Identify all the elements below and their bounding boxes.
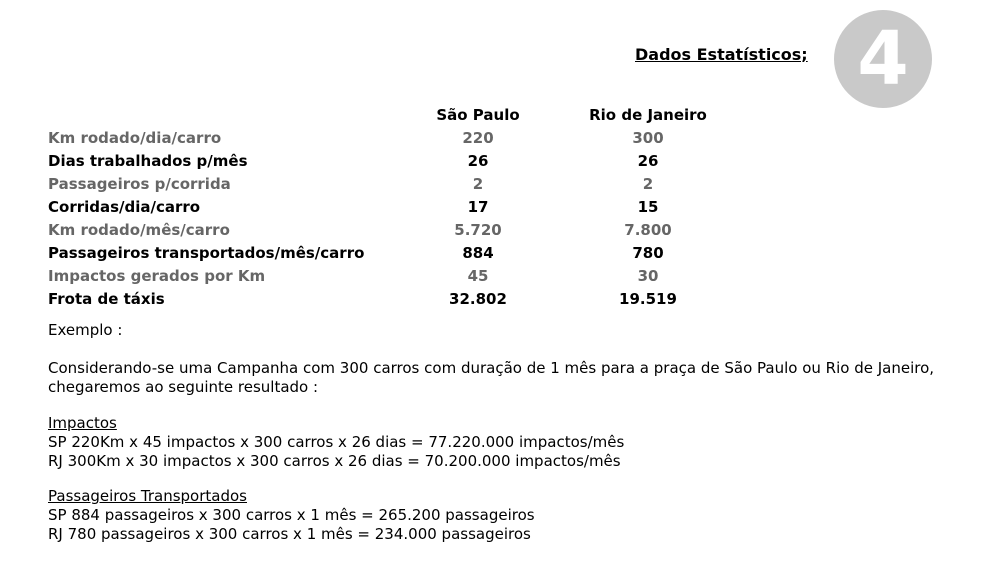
page-title: Dados Estatísticos; <box>635 45 808 64</box>
impactos-sp-line: SP 220Km x 45 impactos x 300 carros x 26 dias = 77.220.000 impactos/mês <box>48 433 625 451</box>
row-value-sp: 26 <box>467 152 489 170</box>
table-row <box>48 290 748 313</box>
example-label: Exemplo : <box>48 321 123 339</box>
row-label: Passageiros p/corrida <box>48 175 231 193</box>
row-label: Km rodado/dia/carro <box>48 129 222 147</box>
row-value-sp: 2 <box>472 175 484 193</box>
section-number-badge: 4 <box>834 10 932 108</box>
row-label: Frota de táxis <box>48 290 165 308</box>
row-value-sp: 32.802 <box>449 290 507 308</box>
row-value-rj: 780 <box>632 244 664 262</box>
impactos-rj-line: RJ 300Km x 30 impactos x 300 carros x 26 dias = 70.200.000 impactos/mês <box>48 452 621 470</box>
column-header-sao-paulo: São Paulo <box>436 106 520 124</box>
row-label: Corridas/dia/carro <box>48 198 201 216</box>
passageiros-heading: Passageiros Transportados <box>48 487 247 505</box>
passageiros-rj-line: RJ 780 passageiros x 300 carros x 1 mês = 234.000 passageiros <box>48 525 531 543</box>
table-row <box>48 175 748 198</box>
column-header-rio-de-janeiro: Rio de Janeiro <box>589 106 707 124</box>
row-value-rj: 19.519 <box>619 290 677 308</box>
table-row <box>48 129 748 152</box>
row-value-rj: 7.800 <box>624 221 672 239</box>
row-value-rj: 26 <box>637 152 659 170</box>
row-label: Dias trabalhados p/mês <box>48 152 248 170</box>
example-intro-line-1: Considerando-se uma Campanha com 300 carros com duração de 1 mês para a praça de São Paulo ou Rio de Janeiro, <box>48 359 935 377</box>
row-label: Passageiros transportados/mês/carro <box>48 244 365 262</box>
table-row <box>48 152 748 175</box>
row-label: Km rodado/mês/carro <box>48 221 230 239</box>
row-label: Impactos gerados por Km <box>48 267 266 285</box>
row-value-rj: 30 <box>637 267 659 285</box>
row-value-sp: 5.720 <box>454 221 502 239</box>
row-value-sp: 45 <box>467 267 489 285</box>
row-value-rj: 2 <box>642 175 654 193</box>
impactos-heading: Impactos <box>48 414 117 432</box>
row-value-sp: 220 <box>462 129 494 147</box>
row-value-rj: 15 <box>637 198 659 216</box>
table-row <box>48 244 748 267</box>
row-value-rj: 300 <box>632 129 664 147</box>
table-row <box>48 198 748 221</box>
example-intro-line-2: chegaremos ao seguinte resultado : <box>48 378 319 396</box>
passageiros-sp-line: SP 884 passageiros x 300 carros x 1 mês = 265.200 passageiros <box>48 506 535 524</box>
row-value-sp: 17 <box>467 198 489 216</box>
row-value-sp: 884 <box>462 244 494 262</box>
table-row <box>48 221 748 244</box>
table-row <box>48 267 748 290</box>
